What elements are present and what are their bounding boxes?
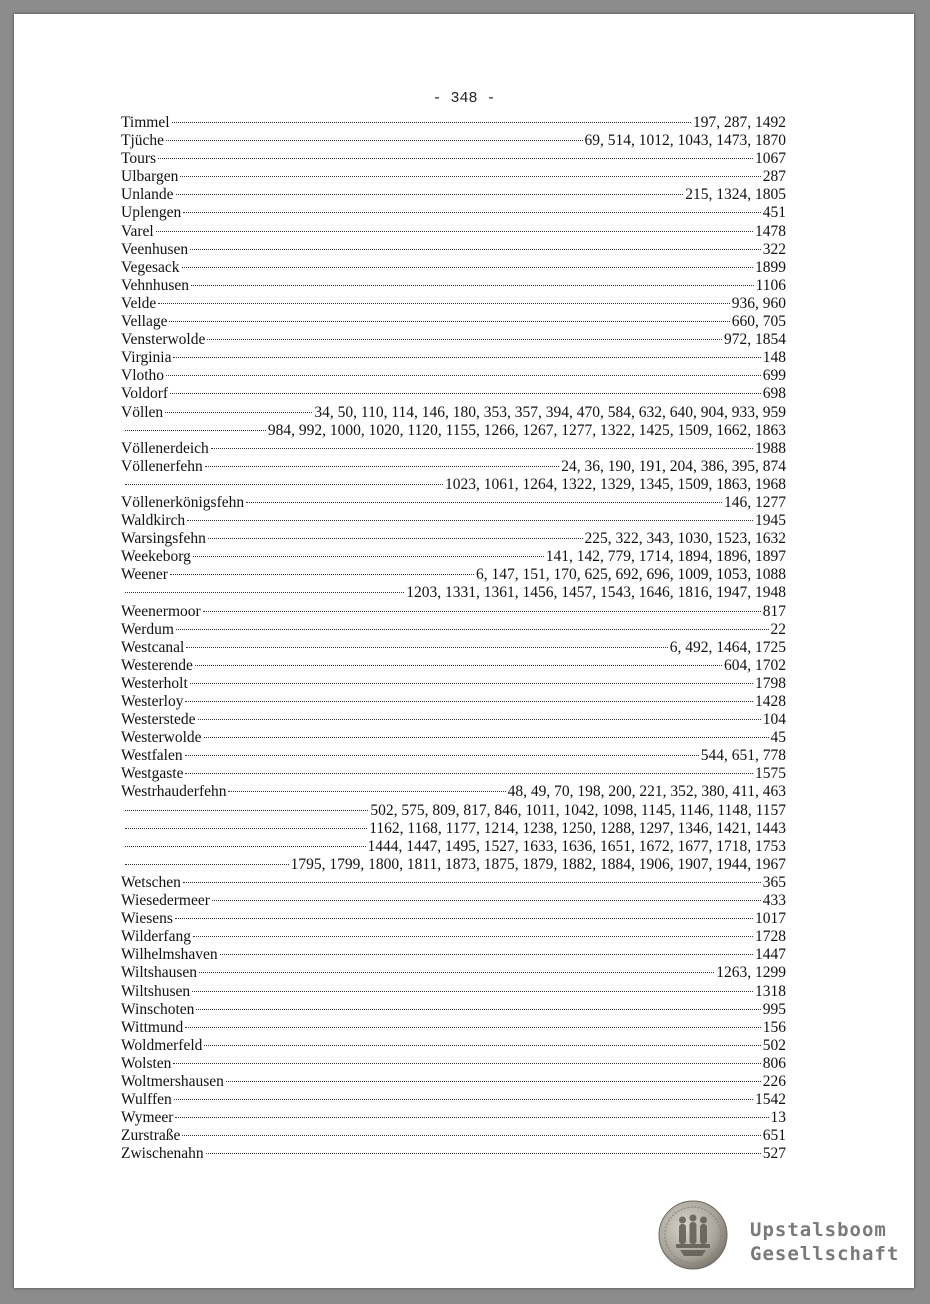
index-entry-continuation xyxy=(121,802,786,820)
place-name: Zwischenahn xyxy=(121,1145,204,1163)
index-entry xyxy=(121,1055,786,1073)
index-entry xyxy=(121,331,786,349)
place-name: Weenermoor xyxy=(121,602,201,620)
place-name: Veenhusen xyxy=(121,240,189,258)
page-references: 69, 514, 1012, 1043, 1473, 1870 xyxy=(584,132,786,150)
place-name: Westfalen xyxy=(121,747,183,765)
index-entry xyxy=(121,657,786,675)
index-entry xyxy=(121,440,786,458)
leader-dots xyxy=(125,810,368,811)
leader-dots xyxy=(207,339,722,340)
index-entry xyxy=(121,566,786,584)
page-references: 34, 50, 110, 114, 146, 180, 353, 357, 394, 470, 584, 632, 640, 904, 933, 959 xyxy=(314,403,786,421)
leader-dots xyxy=(185,755,699,756)
page-references: 502, 575, 809, 817, 846, 1011, 1042, 1098, 1145, 1146, 1148, 1157 xyxy=(370,801,786,819)
place-name: Wiltshusen xyxy=(121,982,191,1000)
leader-dots xyxy=(246,502,722,503)
place-name: Vellage xyxy=(121,313,168,331)
page-references: 502 xyxy=(762,1036,786,1054)
leader-dots xyxy=(180,176,760,177)
place-index-list xyxy=(121,114,786,1163)
index-entry xyxy=(121,946,786,964)
index-entry-continuation xyxy=(121,584,786,602)
index-entry xyxy=(121,241,786,259)
page-references: 660, 705 xyxy=(731,313,786,331)
page-references: 1988 xyxy=(755,439,786,457)
leader-dots xyxy=(212,900,761,901)
page-references: 1478 xyxy=(755,222,786,240)
index-entry xyxy=(121,404,786,422)
page-references: 148 xyxy=(762,349,786,367)
page-references: 1899 xyxy=(755,258,786,276)
index-entry xyxy=(121,367,786,385)
page-references: 544, 651, 778 xyxy=(700,747,786,765)
leader-dots xyxy=(183,212,760,213)
place-name: Wilderfang xyxy=(121,928,191,946)
leader-dots xyxy=(166,140,582,141)
page-references: 1017 xyxy=(755,910,786,928)
brand-line-1: Upstalsboom xyxy=(750,1219,887,1241)
page-references: 1023, 1061, 1264, 1322, 1329, 1345, 1509, 1863, 1968 xyxy=(445,475,786,493)
leader-dots xyxy=(169,321,729,322)
page-references: 1575 xyxy=(755,765,786,783)
page-references: 1795, 1799, 1800, 1811, 1873, 1875, 1879, 1882, 1884, 1906, 1907, 1944, 1967 xyxy=(290,855,786,873)
index-entry xyxy=(121,1037,786,1055)
place-name: Werdum xyxy=(121,620,174,638)
index-entry xyxy=(121,874,786,892)
place-name: Winschoten xyxy=(121,1000,195,1018)
leader-dots xyxy=(172,122,691,123)
page-references: 1728 xyxy=(755,928,786,946)
index-entry xyxy=(121,512,786,530)
index-entry xyxy=(121,349,786,367)
leader-dots xyxy=(192,991,753,992)
page-references: 604, 1702 xyxy=(724,656,786,674)
place-name: Warsingsfehn xyxy=(121,530,206,548)
index-entry xyxy=(121,494,786,512)
page-references: 215, 1324, 1805 xyxy=(685,186,786,204)
leader-dots xyxy=(173,357,760,358)
index-entry xyxy=(121,548,786,566)
leader-dots xyxy=(125,592,404,593)
page-references: 451 xyxy=(762,204,786,222)
leader-dots xyxy=(191,285,754,286)
place-name: Velde xyxy=(121,294,157,312)
page-references: 141, 142, 779, 1714, 1894, 1896, 1897 xyxy=(545,548,786,566)
leader-dots xyxy=(125,430,266,431)
index-entry xyxy=(121,132,786,150)
leader-dots xyxy=(198,719,761,720)
place-name: Waldkirch xyxy=(121,512,186,530)
index-entry xyxy=(121,223,786,241)
page-references: 6, 147, 151, 170, 625, 692, 696, 1009, 1053, 1088 xyxy=(476,566,786,584)
page-references: 22 xyxy=(770,620,786,638)
index-entry xyxy=(121,530,786,548)
index-entry xyxy=(121,964,786,982)
index-entry xyxy=(121,675,786,693)
leader-dots xyxy=(204,737,769,738)
leader-dots xyxy=(165,412,312,413)
place-name: Woltmershausen xyxy=(121,1072,224,1090)
page-references: 1106 xyxy=(755,276,786,294)
leader-dots xyxy=(193,936,753,937)
page-references: 1263, 1299 xyxy=(716,964,786,982)
page-references: 936, 960 xyxy=(731,294,786,312)
place-name: Westgaste xyxy=(121,765,184,783)
place-name: Wittmund xyxy=(121,1018,184,1036)
index-entry xyxy=(121,1127,786,1145)
page-references: 984, 992, 1000, 1020, 1120, 1155, 1266, 1267, 1277, 1322, 1425, 1509, 1662, 1863 xyxy=(267,421,786,439)
place-name: Wiesedermeer xyxy=(121,892,210,910)
leader-dots xyxy=(190,249,761,250)
place-name: Tjüche xyxy=(121,132,165,150)
leader-dots xyxy=(186,647,667,648)
place-name: Vensterwolde xyxy=(121,331,206,349)
place-name: Unlande xyxy=(121,186,174,204)
index-entry xyxy=(121,186,786,204)
page-references: 226 xyxy=(762,1072,786,1090)
leader-dots xyxy=(206,1153,761,1154)
brand-line-2: Gesellschaft xyxy=(750,1243,900,1265)
place-name: Vlotho xyxy=(121,367,165,385)
leader-dots xyxy=(208,538,583,539)
leader-dots xyxy=(166,375,761,376)
page-references: 1203, 1331, 1361, 1456, 1457, 1543, 1646, 1816, 1947, 1948 xyxy=(406,584,786,602)
index-entry xyxy=(121,928,786,946)
place-name: Völlenerdeich xyxy=(121,439,209,457)
place-name: Uplengen xyxy=(121,204,182,222)
index-entry xyxy=(121,729,786,747)
place-name: Zurstraße xyxy=(121,1127,181,1145)
place-name: Völlenerkönigsfehn xyxy=(121,493,245,511)
leader-dots xyxy=(125,484,443,485)
place-name: Weener xyxy=(121,566,168,584)
index-entry-continuation xyxy=(121,856,786,874)
place-name: Wetschen xyxy=(121,873,181,891)
place-name: Wolsten xyxy=(121,1054,172,1072)
index-entry-continuation xyxy=(121,820,786,838)
index-entry xyxy=(121,259,786,277)
index-entry xyxy=(121,313,786,331)
place-name: Westerholt xyxy=(121,674,188,692)
index-entry xyxy=(121,765,786,783)
index-entry xyxy=(121,114,786,132)
place-name: Timmel xyxy=(121,114,170,131)
page-references: 1542 xyxy=(755,1091,786,1109)
leader-dots xyxy=(174,1099,753,1100)
place-name: Westerloy xyxy=(121,693,184,710)
place-name: Westerstede xyxy=(121,711,196,729)
page-references: 1798 xyxy=(755,674,786,692)
page-references: 225, 322, 343, 1030, 1523, 1632 xyxy=(584,530,786,548)
page-references: 287 xyxy=(762,168,786,186)
page-references: 197, 287, 1492 xyxy=(693,114,786,131)
leader-dots xyxy=(170,574,474,575)
leader-dots xyxy=(173,1063,760,1064)
society-seal-logo xyxy=(658,1200,728,1270)
page-references: 972, 1854 xyxy=(724,331,786,349)
page-references: 24, 36, 190, 191, 204, 386, 395, 874 xyxy=(561,457,786,475)
page-references: 13 xyxy=(770,1109,786,1127)
index-entry xyxy=(121,747,786,765)
leader-dots xyxy=(199,972,714,973)
leader-dots xyxy=(203,611,761,612)
place-name: Völlen xyxy=(121,403,164,421)
leader-dots xyxy=(156,231,753,232)
page-references: 104 xyxy=(762,711,786,729)
place-name: Vehnhusen xyxy=(121,276,190,294)
page-references: 48, 49, 70, 198, 200, 221, 352, 380, 411, 463 xyxy=(507,783,786,801)
index-entry xyxy=(121,277,786,295)
place-name: Westcanal xyxy=(121,638,185,656)
page-references: 1428 xyxy=(755,693,786,710)
society-brand xyxy=(750,1218,899,1266)
leader-dots xyxy=(190,683,753,684)
leader-dots xyxy=(175,918,753,919)
index-entry xyxy=(121,910,786,928)
place-name: Woldmerfeld xyxy=(121,1036,203,1054)
page-references: 1447 xyxy=(755,946,786,964)
place-name: Wymeer xyxy=(121,1109,174,1127)
place-name: Vegesack xyxy=(121,258,180,276)
leader-dots xyxy=(196,1009,760,1010)
index-entry xyxy=(121,204,786,222)
leader-dots xyxy=(228,791,505,792)
page-references: 1444, 1447, 1495, 1527, 1633, 1636, 1651, 1672, 1677, 1718, 1753 xyxy=(367,837,786,855)
leader-dots xyxy=(125,864,289,865)
leader-dots xyxy=(185,773,753,774)
place-name: Wilhelmshaven xyxy=(121,946,218,964)
index-entry xyxy=(121,1001,786,1019)
leader-dots xyxy=(158,158,753,159)
leader-dots xyxy=(176,629,769,630)
page-references: 45 xyxy=(770,729,786,747)
page-references: 365 xyxy=(762,873,786,891)
place-name: Virginia xyxy=(121,349,172,367)
place-name: Tours xyxy=(121,150,157,168)
place-name: Wulffen xyxy=(121,1091,172,1109)
index-entry xyxy=(121,639,786,657)
page-references: 1318 xyxy=(755,982,786,1000)
leader-dots xyxy=(176,194,684,195)
place-name: Varel xyxy=(121,222,154,240)
index-entry xyxy=(121,983,786,1001)
page-references: 527 xyxy=(762,1145,786,1163)
page-references: 1162, 1168, 1177, 1214, 1238, 1250, 1288, 1297, 1346, 1421, 1443 xyxy=(369,819,786,837)
page-references: 806 xyxy=(762,1054,786,1072)
place-name: Westerwolde xyxy=(121,729,202,747)
place-name: Wiltshausen xyxy=(121,964,198,982)
index-entry xyxy=(121,458,786,476)
leader-dots xyxy=(183,882,761,883)
leader-dots xyxy=(158,303,729,304)
leader-dots xyxy=(125,828,367,829)
leader-dots xyxy=(187,520,753,521)
index-entry xyxy=(121,603,786,621)
page-references: 156 xyxy=(762,1018,786,1036)
page-references: 995 xyxy=(762,1000,786,1018)
page-references: 6, 492, 1464, 1725 xyxy=(669,638,786,656)
place-name: Weekeborg xyxy=(121,548,191,566)
place-name: Ulbargen xyxy=(121,168,179,186)
index-entry xyxy=(121,1091,786,1109)
leader-dots xyxy=(204,1045,760,1046)
index-entry xyxy=(121,783,786,801)
leader-dots xyxy=(220,954,753,955)
page-references: 699 xyxy=(762,367,786,385)
place-name: Westerende xyxy=(121,656,193,674)
leader-dots xyxy=(170,393,761,394)
leader-dots xyxy=(193,556,544,557)
index-entry xyxy=(121,711,786,729)
leader-dots xyxy=(195,665,722,666)
place-name: Wiesens xyxy=(121,910,173,928)
document-page xyxy=(14,14,914,1288)
index-entry-continuation xyxy=(121,422,786,440)
leader-dots xyxy=(125,846,366,847)
leader-dots xyxy=(175,1117,768,1118)
page-references: 817 xyxy=(762,602,786,620)
index-entry xyxy=(121,1073,786,1091)
index-entry-continuation xyxy=(121,476,786,494)
page-references: 698 xyxy=(762,385,786,403)
place-name: Westrhauderfehn xyxy=(121,783,227,801)
index-entry xyxy=(121,168,786,186)
leader-dots xyxy=(211,448,753,449)
index-entry xyxy=(121,385,786,403)
index-entry xyxy=(121,295,786,313)
leader-dots xyxy=(182,1135,760,1136)
place-name: Völlenerfehn xyxy=(121,457,203,475)
page-references: 322 xyxy=(762,240,786,258)
index-entry xyxy=(121,693,786,711)
leader-dots xyxy=(185,1027,761,1028)
index-entry-continuation xyxy=(121,838,786,856)
page-references: 433 xyxy=(762,892,786,910)
page-number: - 348 - xyxy=(432,90,496,107)
page-references: 1067 xyxy=(755,150,786,168)
leader-dots xyxy=(182,267,753,268)
index-entry xyxy=(121,1109,786,1127)
leader-dots xyxy=(226,1081,761,1082)
page-references: 1945 xyxy=(755,512,786,530)
place-name: Voldorf xyxy=(121,385,169,403)
index-entry xyxy=(121,892,786,910)
leader-dots xyxy=(205,466,559,467)
index-entry xyxy=(121,1019,786,1037)
index-entry xyxy=(121,621,786,639)
page-references: 651 xyxy=(762,1127,786,1145)
index-entry xyxy=(121,1145,786,1163)
page-references: 146, 1277 xyxy=(724,493,786,511)
index-entry xyxy=(121,150,786,168)
leader-dots xyxy=(185,701,753,702)
